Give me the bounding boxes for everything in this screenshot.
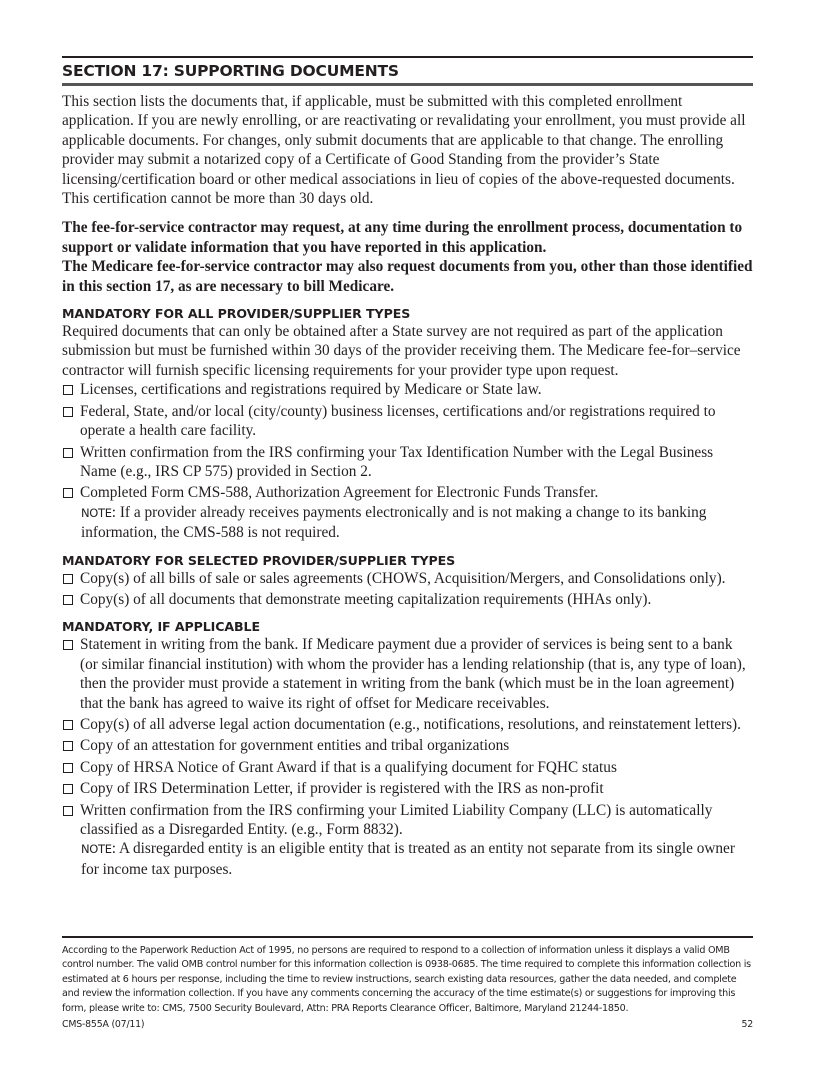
checkbox[interactable]	[63, 806, 73, 816]
checklist-item-label: Written confirmation from the IRS confirming your Limited Liability Company (LLC) is automatically classified as a Disregarded Entity. (e.g., Form 8832).	[80, 801, 713, 838]
checklist-item-label: Copy of IRS Determination Letter, if provider is registered with the IRS as non-profit	[80, 780, 604, 798]
checklist-item	[62, 569, 753, 588]
checkbox[interactable]	[63, 385, 73, 395]
note-text: : If a provider already receives payments electronically and is not making a change to its banking information, the CMS-588 is not required.	[81, 503, 707, 542]
checkbox[interactable]	[63, 741, 73, 751]
checklist-item	[62, 801, 753, 840]
checklist-item	[62, 715, 753, 734]
section-title: SECTION 17: SUPPORTING DOCUMENTS	[62, 56, 753, 86]
checklist-item-label: Licenses, certifications and registrations required by Medicare or State law.	[80, 381, 542, 399]
bold-notice-2: The Medicare fee-for-service contractor may also request documents from you, other than those identified in this section 17, as are necessary to bill Medicare.	[62, 258, 753, 295]
checklist-item	[62, 590, 753, 609]
checklist-item	[62, 736, 753, 755]
checkbox[interactable]	[63, 763, 73, 773]
checkbox[interactable]	[63, 595, 73, 605]
checklist-item	[62, 758, 753, 777]
checklist-item-label: Copy of HRSA Notice of Grant Award if that is a qualifying document for FQHC status	[80, 758, 617, 776]
checkbox[interactable]	[63, 720, 73, 730]
note	[62, 503, 753, 543]
form-id: CMS-855A (07/11)	[62, 1019, 145, 1031]
mandatory-selected-list	[62, 569, 753, 610]
page-number: 52	[741, 1019, 753, 1031]
checklist-item	[62, 380, 753, 399]
document-page	[62, 56, 753, 879]
checkbox[interactable]	[63, 640, 73, 650]
checklist-item	[62, 402, 753, 441]
checklist-item-label: Copy(s) of all documents that demonstrate meeting capitalization requirements (HHAs only).	[80, 590, 652, 608]
mandatory-if-applicable-heading: MANDATORY, IF APPLICABLE	[62, 619, 260, 635]
note-text: : A disregarded entity is an eligible entity that is treated as an entity not separate from its single owner for income tax purposes.	[81, 840, 735, 878]
checklist-item-label: Copy of an attestation for government entities and tribal organizations	[80, 737, 510, 755]
checkbox[interactable]	[63, 448, 73, 458]
checklist-item-label: Statement in writing from the bank. If Medicare payment due a provider of services is being sent to a bank (or similar financial institution) with whom the provider has a lending relationship (that is, any type of loan), then the provider must provide a statement in writing from the bank (which must be in the loan agreement) that the bank has agreed to waive its right of offset for Medicare receivables.	[80, 636, 746, 712]
note	[62, 839, 753, 879]
note-label: NOTE	[81, 505, 112, 520]
checklist-item-label: Copy(s) of all bills of sale or sales agreements (CHOWS, Acquisition/Mergers, and Consolidations only).	[80, 569, 726, 587]
page-footer	[62, 936, 753, 1030]
checkbox[interactable]	[63, 407, 73, 417]
checkbox[interactable]	[63, 574, 73, 584]
pra-statement: According to the Paperwork Reduction Act of 1995, no persons are required to respond to a collection of information unless it displays a valid OMB control number. The valid OMB control number for this information collection is 0938-0685. The time required to complete this information collection is estimated at 6 hours per response, including the time to review instructions, search existing data resources, gather the data needed, and complete and review the information collection. If you have any comments concerning the accuracy of the time estimate(s) or suggestions for improving this form, please write to: CMS, 7500 Security Boulevard, Attn: PRA Reports Clearance Officer, Baltimore, Maryland 21244-1850.	[62, 945, 751, 1014]
checklist-item-label: Federal, State, and/or local (city/county) business licenses, certifications and/or registrations required to operate a health care facility.	[80, 402, 716, 440]
checklist-item-label: Copy(s) of all adverse legal action documentation (e.g., notifications, resolutions, and reinstatement letters).	[80, 715, 741, 733]
bold-notice-1: The fee-for-service contractor may request, at any time during the enrollment process, documentation to support or validate information that you have reported in this application.	[62, 219, 743, 256]
checklist-item	[62, 483, 753, 502]
checkbox[interactable]	[63, 488, 73, 498]
checkbox[interactable]	[63, 784, 73, 794]
mandatory-all-heading: MANDATORY FOR ALL PROVIDER/SUPPLIER TYPES	[62, 306, 411, 322]
checklist-item	[62, 635, 753, 713]
checklist-item-label: Written confirmation from the IRS confirming your Tax Identification Number with the Legal Business Name (e.g., IRS CP 575) provided in Section 2.	[80, 443, 714, 480]
mandatory-selected-heading: MANDATORY FOR SELECTED PROVIDER/SUPPLIER TYPES	[62, 552, 456, 568]
checklist-item	[62, 779, 753, 798]
note-label: NOTE	[81, 842, 112, 857]
section-intro: This section lists the documents that, if applicable, must be submitted with this completed enrollment application. If you are newly enrolling, or are reactivating or revalidating your enrollment, you must provide all applicable documents. For changes, only submit documents that are applicable to that change. The enrolling provider may submit a notarized copy of a Certificate of Good Standing from the provider’s State licensing/certification board or other medical associations in lieu of copies of the above-requested documents. This certification cannot be more than 30 days old.	[62, 93, 746, 208]
checklist-item	[62, 443, 753, 482]
mandatory-all-list	[62, 380, 753, 542]
footer-bottom	[62, 1019, 753, 1030]
checklist-item-label: Completed Form CMS-588, Authorization Agreement for Electronic Funds Transfer.	[80, 484, 599, 502]
mandatory-if-applicable-list	[62, 635, 753, 879]
bold-notice	[62, 218, 753, 296]
mandatory-all-description: Required documents that can only be obtained after a State survey are not required as part of the application submission but must be furnished within 30 days of the provider receiving them. The Medicare fee-for–service contractor will furnish specific licensing requirements for your provider type upon request.	[62, 323, 741, 379]
